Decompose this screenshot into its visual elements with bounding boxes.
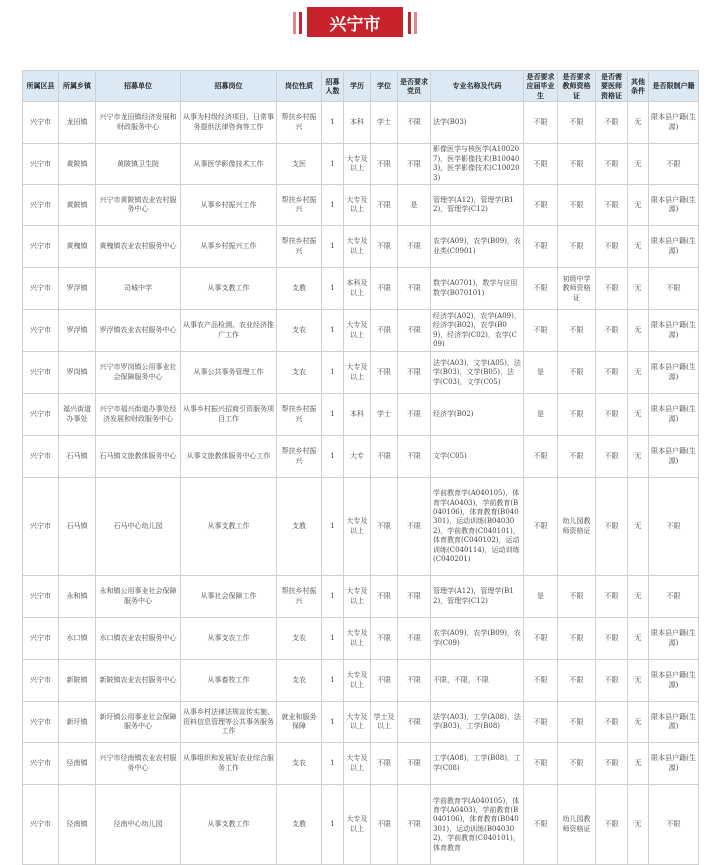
cell-township: 黄槐镇: [59, 226, 96, 268]
cell-major: 法学(A03)，文学(A05)，法学(B03)，文学(B05)，法学(C03)，文学(C05): [431, 352, 524, 394]
cell-major: 数学(A0701)，数学与应用数学(B070101): [431, 268, 524, 310]
cell-position-type: 帮扶乡村振兴: [277, 185, 322, 226]
table-row: [23, 352, 699, 394]
cell-party-member: 不限: [398, 310, 431, 352]
cell-household-restriction: 不限: [649, 478, 699, 576]
cell-degree: 学士: [371, 102, 398, 144]
cell-district: 兴宁市: [23, 743, 59, 785]
cell-position: 从事支教工作: [181, 785, 277, 865]
cell-major: 工学(A08)，工学(B08)，工学(C08): [431, 743, 524, 785]
column-header-physician-cert: 是否需要医师资格证: [596, 71, 628, 102]
table-row: [23, 268, 699, 310]
cell-unit: 永和镇公用事业社会保障服务中心: [96, 576, 181, 618]
cell-headcount: 1: [322, 576, 344, 618]
cell-education: 大专及以上: [344, 478, 371, 576]
cell-headcount: 1: [322, 185, 344, 226]
cell-unit: 兴宁市径南镇农业农村服务中心: [96, 743, 181, 785]
table-row: [23, 144, 699, 185]
cell-education: 大专及以上: [344, 618, 371, 660]
cell-headcount: 1: [322, 310, 344, 352]
column-header-headcount: 招募人数: [322, 71, 344, 102]
cell-major: 农学(A09)，农学(B09)，农学(C09): [431, 618, 524, 660]
cell-physician-cert: 不限: [596, 310, 628, 352]
cell-unit: 黄陂镇卫生院: [96, 144, 181, 185]
cell-position-type: 支农: [277, 660, 322, 702]
table-row: [23, 226, 699, 268]
cell-fresh-graduate: 是: [524, 352, 558, 394]
cell-education: 大专及以上: [344, 310, 371, 352]
cell-position-type: 支农: [277, 310, 322, 352]
cell-household-restriction: 不限: [649, 576, 699, 618]
region-title: 兴宁市: [329, 14, 381, 35]
cell-headcount: 1: [322, 660, 344, 702]
cell-unit: 罗浮镇农业农村服务中心: [96, 310, 181, 352]
cell-party-member: 不限: [398, 785, 431, 865]
cell-teacher-cert: 不限: [558, 702, 596, 743]
cell-party-member: 不限: [398, 618, 431, 660]
cell-fresh-graduate: 不限: [524, 185, 558, 226]
cell-party-member: 不限: [398, 743, 431, 785]
cell-position: 从事支教工作: [181, 478, 277, 576]
cell-headcount: 1: [322, 226, 344, 268]
cell-major: 学前教育学(A040105)，体育学(A0403)，学前教育(B040106)，体育教育(B040301)，运动训练(B040302)，学前教育(C040101)，体育教育: [431, 785, 524, 865]
cell-physician-cert: 不限: [596, 743, 628, 785]
cell-degree: 学士及以上: [371, 702, 398, 743]
cell-other-conditions: 无: [628, 618, 649, 660]
cell-position: 从事组织和发展好农业综合服务工作: [181, 743, 277, 785]
cell-party-member: 不限: [398, 102, 431, 144]
table-header-row: [23, 71, 699, 102]
cell-position: 从事为村级经济项目、日常事务提供法律咨询等工作: [181, 102, 277, 144]
cell-other-conditions: 无: [628, 702, 649, 743]
cell-position-type: 帮扶乡村振兴: [277, 226, 322, 268]
cell-district: 兴宁市: [23, 268, 59, 310]
cell-degree: 不限: [371, 576, 398, 618]
cell-household-restriction: 限本县户籍(生源): [649, 310, 699, 352]
cell-major: 管理学(A12)，管理学(B12)，管理学(C12): [431, 185, 524, 226]
cell-teacher-cert: 不限: [558, 144, 596, 185]
cell-teacher-cert: 不限: [558, 394, 596, 436]
cell-household-restriction: 限本县户籍(生源): [649, 618, 699, 660]
cell-degree: 不限: [371, 352, 398, 394]
cell-unit: 石马中心幼儿园: [96, 478, 181, 576]
cell-position-type: 支农: [277, 743, 322, 785]
cell-education: 大专: [344, 436, 371, 478]
cell-physician-cert: 不限: [596, 576, 628, 618]
cell-physician-cert: 不限: [596, 102, 628, 144]
column-header-party-member: 是否要求党员: [398, 71, 431, 102]
cell-position-type: 支教: [277, 478, 322, 576]
cell-position-type: 帮扶乡村振兴: [277, 576, 322, 618]
cell-district: 兴宁市: [23, 660, 59, 702]
cell-education: 大专及以上: [344, 743, 371, 785]
cell-other-conditions: 无: [628, 660, 649, 702]
cell-household-restriction: 限本县户籍(生源): [649, 743, 699, 785]
table-row: [23, 785, 699, 865]
recruitment-table: [22, 70, 699, 865]
cell-major: 经济学(B02): [431, 394, 524, 436]
table-row: [23, 436, 699, 478]
cell-fresh-graduate: 是: [524, 576, 558, 618]
table-row: [23, 618, 699, 660]
cell-party-member: 不限: [398, 702, 431, 743]
cell-physician-cert: 不限: [596, 618, 628, 660]
cell-degree: 不限: [371, 226, 398, 268]
cell-physician-cert: 不限: [596, 394, 628, 436]
cell-teacher-cert: 幼儿园教师资格证: [558, 785, 596, 865]
cell-district: 兴宁市: [23, 185, 59, 226]
cell-other-conditions: 无: [628, 478, 649, 576]
cell-unit: 兴宁市罗岗镇公用事业社会保障服务中心: [96, 352, 181, 394]
cell-headcount: 1: [322, 618, 344, 660]
cell-township: 黄陂镇: [59, 185, 96, 226]
column-header-position-type: 岗位性质: [277, 71, 322, 102]
cell-fresh-graduate: 不限: [524, 618, 558, 660]
cell-education: 大专及以上: [344, 576, 371, 618]
cell-physician-cert: 不限: [596, 144, 628, 185]
cell-township: 新陂镇: [59, 660, 96, 702]
table-row: [23, 310, 699, 352]
cell-position-type: 支农: [277, 618, 322, 660]
cell-position-type: 支教: [277, 785, 322, 865]
cell-unit: 新陂镇农业农村服务中心: [96, 660, 181, 702]
cell-education: 大专及以上: [344, 144, 371, 185]
cell-education: 大专及以上: [344, 185, 371, 226]
cell-education: 本科及以上: [344, 268, 371, 310]
cell-fresh-graduate: 不限: [524, 268, 558, 310]
cell-fresh-graduate: 不限: [524, 702, 558, 743]
cell-degree: 不限: [371, 185, 398, 226]
table-row: [23, 478, 699, 576]
cell-physician-cert: 不限: [596, 785, 628, 865]
cell-district: 兴宁市: [23, 478, 59, 576]
cell-township: 永和镇: [59, 576, 96, 618]
cell-unit: 兴宁市福兴街道办事处经济发展和财政服务中心: [96, 394, 181, 436]
cell-township: 黄陂镇: [59, 144, 96, 185]
cell-degree: 不限: [371, 618, 398, 660]
cell-party-member: 不限: [398, 144, 431, 185]
cell-major: 文学(C05): [431, 436, 524, 478]
cell-fresh-graduate: 不限: [524, 436, 558, 478]
table-row: [23, 743, 699, 785]
cell-teacher-cert: 不限: [558, 660, 596, 702]
column-header-township: 所属乡镇: [59, 71, 96, 102]
cell-household-restriction: 限本县户籍(生源): [649, 660, 699, 702]
cell-household-restriction: 不限: [649, 144, 699, 185]
cell-headcount: 1: [322, 268, 344, 310]
cell-teacher-cert: 幼儿园教师资格证: [558, 478, 596, 576]
cell-teacher-cert: 不限: [558, 576, 596, 618]
cell-fresh-graduate: 不限: [524, 102, 558, 144]
cell-township: 罗岗镇: [59, 352, 96, 394]
column-header-household-restriction: 是否限制户籍: [649, 71, 699, 102]
cell-fresh-graduate: 不限: [524, 785, 558, 865]
cell-district: 兴宁市: [23, 785, 59, 865]
cell-headcount: 1: [322, 144, 344, 185]
cell-physician-cert: 不限: [596, 226, 628, 268]
cell-other-conditions: 无: [628, 576, 649, 618]
cell-other-conditions: 无: [628, 144, 649, 185]
cell-unit: 水口镇农业农村服务中心: [96, 618, 181, 660]
cell-major: 农学(A09)，农学(B09)，农业类(C0901): [431, 226, 524, 268]
table-row: [23, 576, 699, 618]
cell-party-member: 不限: [398, 352, 431, 394]
cell-party-member: 不限: [398, 226, 431, 268]
cell-position-type: 就业和服务保障: [277, 702, 322, 743]
cell-fresh-graduate: 不限: [524, 226, 558, 268]
cell-household-restriction: 限本县户籍(生源): [649, 352, 699, 394]
cell-township: 福兴街道办事处: [59, 394, 96, 436]
cell-district: 兴宁市: [23, 102, 59, 144]
cell-fresh-graduate: 不限: [524, 144, 558, 185]
cell-township: 龙田镇: [59, 102, 96, 144]
cell-unit: 新圩镇公用事业社会保障服务中心: [96, 702, 181, 743]
cell-education: 本科: [344, 102, 371, 144]
cell-other-conditions: 无: [628, 743, 649, 785]
cell-major: 法学(B03): [431, 102, 524, 144]
column-header-district: 所属区县: [23, 71, 59, 102]
cell-unit: 兴宁市龙田镇经济发展和财政服务中心: [96, 102, 181, 144]
cell-district: 兴宁市: [23, 576, 59, 618]
table-row: [23, 702, 699, 743]
cell-position: 从事支农工作: [181, 618, 277, 660]
cell-other-conditions: 无: [628, 268, 649, 310]
table-row: [23, 102, 699, 144]
cell-physician-cert: 不限: [596, 660, 628, 702]
cell-party-member: 不限: [398, 268, 431, 310]
cell-unit: 司城中学: [96, 268, 181, 310]
cell-household-restriction: 限本县户籍(生源): [649, 102, 699, 144]
cell-physician-cert: 不限: [596, 268, 628, 310]
cell-major: 经济学(A02)，农学(A09)，经济学(B02)，农学(B09)，经济学(C02)，农学(C09): [431, 310, 524, 352]
cell-position: 从事支教工作: [181, 268, 277, 310]
cell-education: 大专及以上: [344, 352, 371, 394]
cell-other-conditions: 无: [628, 185, 649, 226]
cell-township: 水口镇: [59, 618, 96, 660]
cell-physician-cert: 不限: [596, 185, 628, 226]
cell-position: 从事医学影像技术工作: [181, 144, 277, 185]
cell-party-member: 不限: [398, 660, 431, 702]
cell-position: 从事乡村振兴工作: [181, 226, 277, 268]
cell-teacher-cert: 不限: [558, 226, 596, 268]
cell-township: 石马镇: [59, 478, 96, 576]
cell-unit: 石马镇文旅教体服务中心: [96, 436, 181, 478]
cell-position: 从事乡村振兴招商引资服务项目工作: [181, 394, 277, 436]
cell-party-member: 不限: [398, 436, 431, 478]
cell-district: 兴宁市: [23, 352, 59, 394]
cell-household-restriction: 不限: [649, 268, 699, 310]
cell-district: 兴宁市: [23, 310, 59, 352]
cell-household-restriction: 限本县户籍(生源): [649, 436, 699, 478]
cell-other-conditions: 无: [628, 394, 649, 436]
cell-degree: 学士: [371, 394, 398, 436]
cell-township: 新圩镇: [59, 702, 96, 743]
table-row: [23, 394, 699, 436]
cell-party-member: 不限: [398, 576, 431, 618]
cell-township: 径南镇: [59, 743, 96, 785]
banner-left-decoration: [293, 12, 302, 34]
cell-degree: 不限: [371, 660, 398, 702]
cell-position: 从事文旅教体服务中心工作: [181, 436, 277, 478]
cell-other-conditions: 无: [628, 226, 649, 268]
cell-degree: 不限: [371, 743, 398, 785]
cell-position: 从事乡村振兴工作: [181, 185, 277, 226]
cell-major: 影像医学与核医学(A100207)，医学影像技术(B100403)，医学影像技术(C100203): [431, 144, 524, 185]
cell-position-type: 支医: [277, 144, 322, 185]
region-banner: [0, 6, 710, 38]
cell-headcount: 1: [322, 478, 344, 576]
cell-position-type: 支农: [277, 352, 322, 394]
cell-unit: 黄槐镇农业农村服务中心: [96, 226, 181, 268]
cell-teacher-cert: 不限: [558, 102, 596, 144]
region-title-box: [307, 7, 403, 37]
cell-headcount: 1: [322, 394, 344, 436]
cell-headcount: 1: [322, 785, 344, 865]
cell-township: 罗浮镇: [59, 310, 96, 352]
table-row: [23, 185, 699, 226]
column-header-education: 学历: [344, 71, 371, 102]
cell-teacher-cert: 不限: [558, 618, 596, 660]
cell-degree: 不限: [371, 310, 398, 352]
column-header-fresh-graduate: 是否要求应届毕业生: [524, 71, 558, 102]
cell-education: 大专及以上: [344, 660, 371, 702]
banner-right-decoration: [408, 12, 417, 34]
cell-teacher-cert: 不限: [558, 352, 596, 394]
cell-physician-cert: 不限: [596, 478, 628, 576]
cell-position: 从事社会保障工作: [181, 576, 277, 618]
cell-degree: 不限: [371, 436, 398, 478]
cell-degree: 不限: [371, 144, 398, 185]
cell-headcount: 1: [322, 743, 344, 785]
cell-teacher-cert: 不限: [558, 310, 596, 352]
cell-district: 兴宁市: [23, 226, 59, 268]
cell-other-conditions: 无: [628, 102, 649, 144]
cell-household-restriction: 限本县户籍(生源): [649, 702, 699, 743]
cell-degree: 不限: [371, 478, 398, 576]
cell-district: 兴宁市: [23, 618, 59, 660]
column-header-degree: 学位: [371, 71, 398, 102]
cell-physician-cert: 不限: [596, 352, 628, 394]
cell-party-member: 是: [398, 185, 431, 226]
cell-degree: 不限: [371, 785, 398, 865]
cell-degree: 不限: [371, 268, 398, 310]
column-header-position: 招募岗位: [181, 71, 277, 102]
cell-district: 兴宁市: [23, 394, 59, 436]
cell-major: 学前教育学(A040105)，体育学(A0403)，学前教育(B040106)，体育教育(B040301)，运动训练(B040302)，学前教育(C040101)，体育教育(C040102)，运动训练(C040114)，运动训练(C040201): [431, 478, 524, 576]
cell-fresh-graduate: 是: [524, 394, 558, 436]
recruitment-table-wrapper: [22, 70, 698, 865]
cell-position-type: 帮扶乡村振兴: [277, 102, 322, 144]
cell-education: 本科: [344, 394, 371, 436]
cell-position: 从事公共事务管理工作: [181, 352, 277, 394]
cell-fresh-graduate: 不限: [524, 743, 558, 785]
cell-fresh-graduate: 不限: [524, 310, 558, 352]
cell-district: 兴宁市: [23, 144, 59, 185]
cell-fresh-graduate: 不限: [524, 660, 558, 702]
cell-physician-cert: 不限: [596, 702, 628, 743]
column-header-teacher-cert: 是否要求教师资格证: [558, 71, 596, 102]
cell-township: 罗浮镇: [59, 268, 96, 310]
cell-physician-cert: 不限: [596, 436, 628, 478]
cell-position-type: 帮扶乡村振兴: [277, 394, 322, 436]
cell-education: 大专及以上: [344, 785, 371, 865]
cell-position-type: 帮扶乡村振兴: [277, 436, 322, 478]
cell-teacher-cert: 不限: [558, 743, 596, 785]
cell-teacher-cert: 不限: [558, 185, 596, 226]
cell-other-conditions: 无: [628, 352, 649, 394]
column-header-other-conditions: 其他条件: [628, 71, 649, 102]
cell-party-member: 不限: [398, 478, 431, 576]
cell-headcount: 1: [322, 702, 344, 743]
cell-teacher-cert: 初级中学教师资格证: [558, 268, 596, 310]
cell-other-conditions: 无: [628, 785, 649, 865]
cell-position: 从事乡村法律法规宣传实施、资料信息管理等公共事务服务工作: [181, 702, 277, 743]
cell-major: 法学(A03)，工学(A08)，法学(B03)，工学(B08): [431, 702, 524, 743]
cell-teacher-cert: 不限: [558, 436, 596, 478]
cell-education: 大专及以上: [344, 702, 371, 743]
cell-party-member: 不限: [398, 394, 431, 436]
column-header-major: 专业名称及代码: [431, 71, 524, 102]
cell-headcount: 1: [322, 102, 344, 144]
cell-position: 从事农产品检测、农业经济推广工作: [181, 310, 277, 352]
table-row: [23, 660, 699, 702]
cell-unit: 径南中心幼儿园: [96, 785, 181, 865]
cell-unit: 兴宁市黄陂镇农业农村服务中心: [96, 185, 181, 226]
cell-district: 兴宁市: [23, 436, 59, 478]
cell-headcount: 1: [322, 436, 344, 478]
cell-major: 管理学(A12)，管理学(B12)，管理学(C12): [431, 576, 524, 618]
cell-township: 径南镇: [59, 785, 96, 865]
cell-household-restriction: 限本县户籍(生源): [649, 394, 699, 436]
cell-education: 大专及以上: [344, 226, 371, 268]
cell-position: 从事畜牧工作: [181, 660, 277, 702]
cell-household-restriction: 限本县户籍(生源): [649, 185, 699, 226]
cell-household-restriction: 限本县户籍(生源): [649, 226, 699, 268]
cell-other-conditions: 无: [628, 310, 649, 352]
column-header-unit: 招募单位: [96, 71, 181, 102]
cell-position-type: 支教: [277, 268, 322, 310]
cell-headcount: 1: [322, 352, 344, 394]
cell-fresh-graduate: 不限: [524, 478, 558, 576]
table-body: [23, 102, 699, 865]
cell-township: 石马镇: [59, 436, 96, 478]
cell-major: 不限，不限，不限: [431, 660, 524, 702]
cell-other-conditions: 无: [628, 436, 649, 478]
cell-household-restriction: 不限: [649, 785, 699, 865]
cell-district: 兴宁市: [23, 702, 59, 743]
